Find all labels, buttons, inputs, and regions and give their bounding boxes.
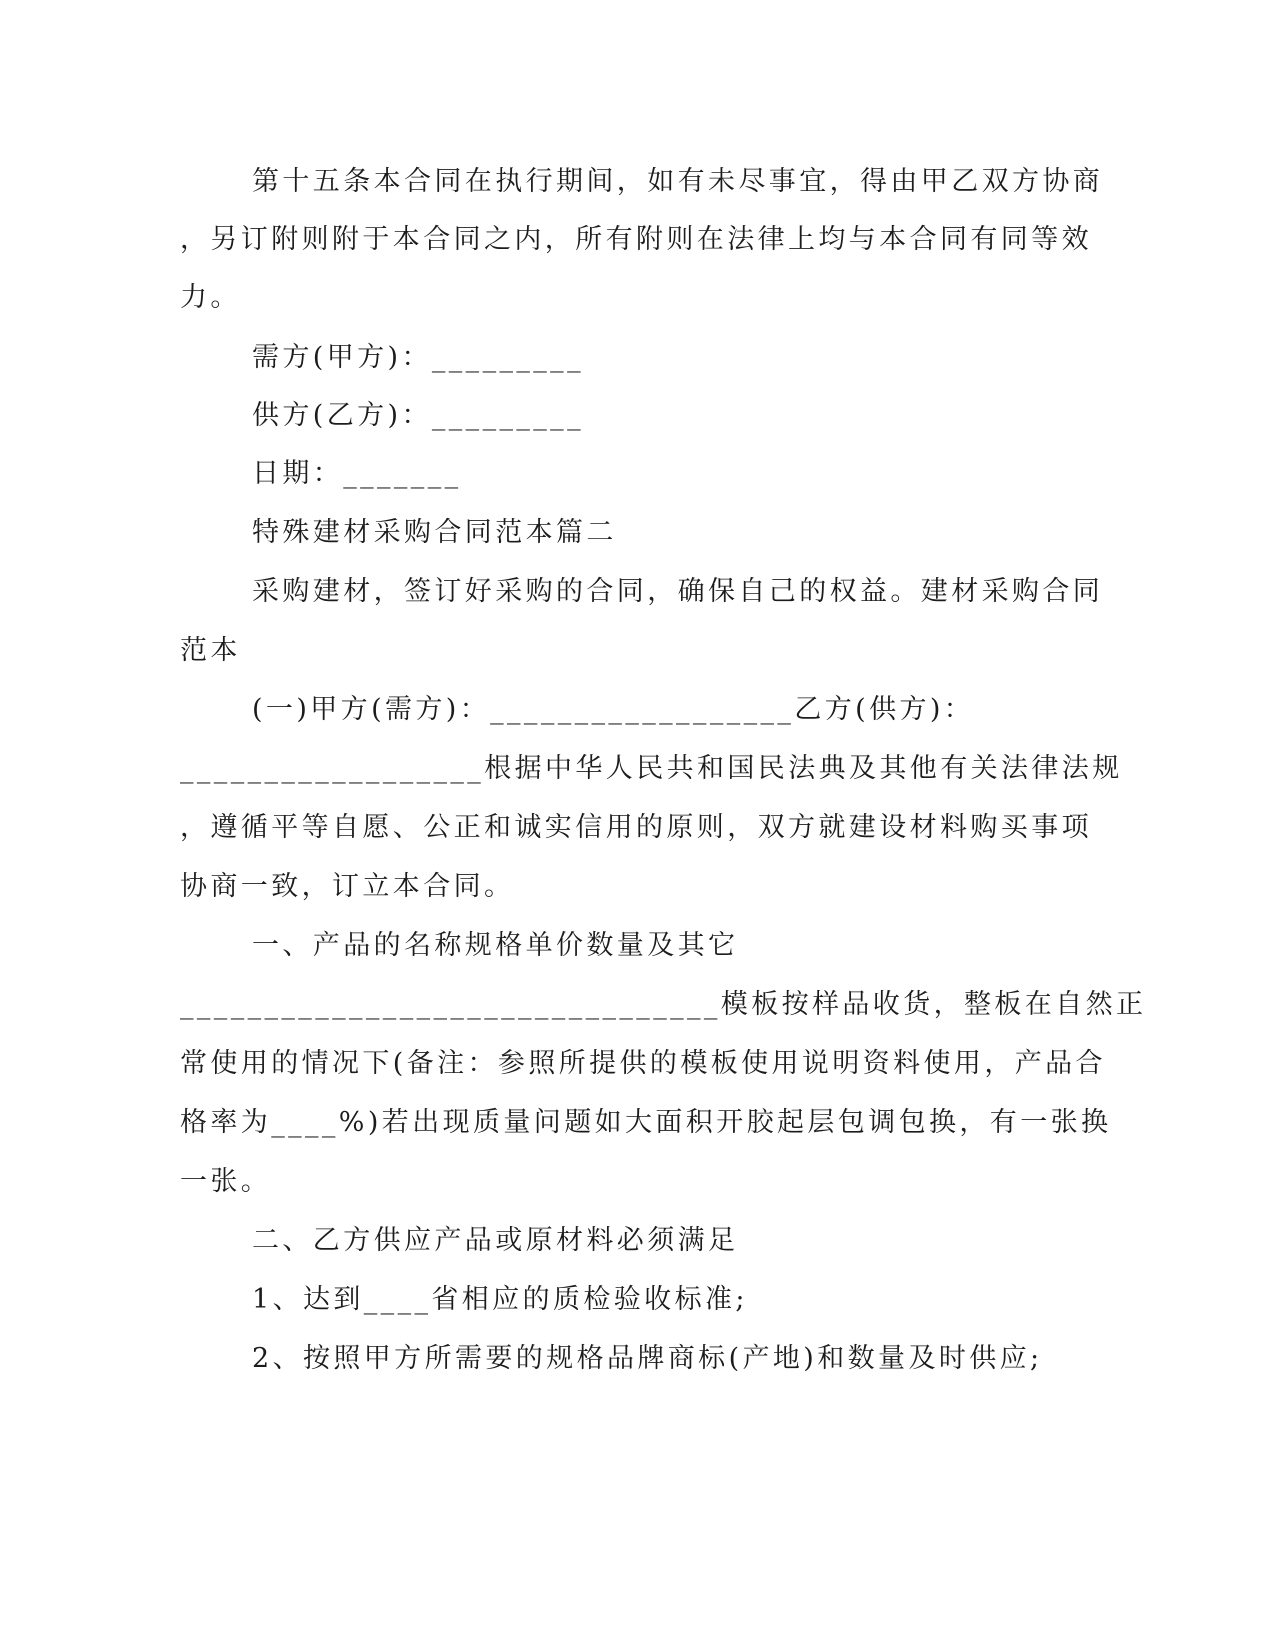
date-field: 日期：_______ bbox=[252, 458, 462, 489]
paragraph-line: 采购建材，签订好采购的合同，确保自己的权益。建材采购合同 bbox=[252, 576, 1104, 607]
clause-heading: 一、产品的名称规格单价数量及其它 bbox=[252, 930, 739, 961]
paragraph-line: 范本 bbox=[180, 635, 241, 666]
paragraph-line: 力。 bbox=[180, 282, 241, 313]
paragraph-line: ，遵循平等自愿、公正和诚实信用的原则，双方就建设材料购买事项 bbox=[180, 812, 1092, 843]
signature-field-buyer: 需方(甲方)：_________ bbox=[252, 342, 584, 373]
paragraph-line: 协商一致，订立本合同。 bbox=[180, 871, 515, 902]
paragraph-line: 一张。 bbox=[180, 1166, 272, 1197]
paragraph-line: 第十五条本合同在执行期间，如有未尽事宜，得由甲乙双方协商 bbox=[252, 166, 1104, 197]
paragraph-line: __________________根据中华人民共和国民法典及其他有关法律法规 bbox=[180, 753, 1123, 784]
paragraph-line: 格率为____%)若出现质量问题如大面积开胶起层包调包换，有一张换 bbox=[180, 1107, 1112, 1138]
section-title: 特殊建材采购合同范本篇二 bbox=[252, 517, 617, 548]
signature-field-supplier: 供方(乙方)：_________ bbox=[252, 400, 584, 431]
list-item: 1、达到____省相应的质检验收标准; bbox=[252, 1284, 748, 1315]
list-item: 2、按照甲方所需要的规格品牌商标(产地)和数量及时供应; bbox=[252, 1343, 1043, 1374]
parties-line: (一)甲方(需方)：__________________乙方(供方)： bbox=[252, 694, 975, 725]
paragraph-line: 常使用的情况下(备注：参照所提供的模板使用说明资料使用，产品合 bbox=[180, 1048, 1106, 1079]
clause-heading: 二、乙方供应产品或原材料必须满足 bbox=[252, 1225, 739, 1256]
paragraph-line: ，另订附则附于本合同之内，所有附则在法律上均与本合同有同等效 bbox=[180, 224, 1092, 255]
paragraph-line: ________________________________模板按样品收货，整板在自然正 bbox=[180, 989, 1147, 1020]
